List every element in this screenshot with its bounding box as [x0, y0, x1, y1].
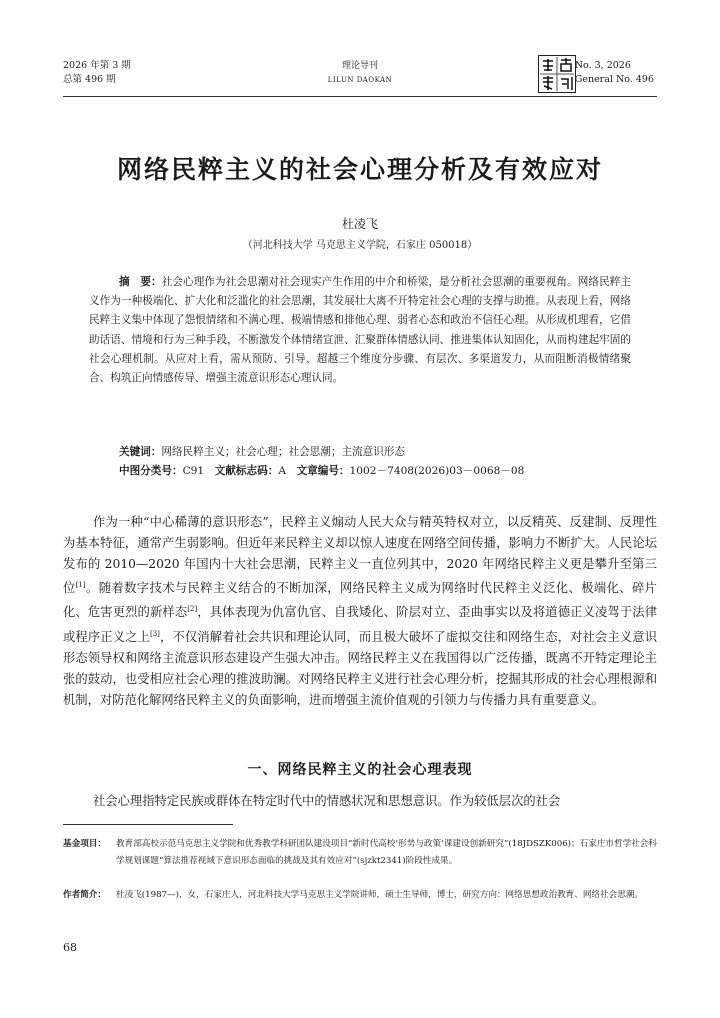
- author-bio-text: 杜凌飞(1987—)，女，石家庄人，河北科技大学马克思主义学院讲师，硕士生导师，博士，研究方向：网络思想政治教育、网络社会思潮。: [116, 890, 644, 900]
- intro-paragraph: [63, 512, 657, 711]
- article-title: 网络民粹主义的社会心理分析及有效应对: [116, 155, 603, 184]
- keywords: [119, 444, 405, 459]
- header-issue-year: 2026 年第 3 期: [63, 60, 131, 71]
- page-number: 68: [63, 941, 77, 954]
- citation-ref[interactable]: [1]: [75, 581, 86, 590]
- fund-label: 基金项目：: [63, 839, 106, 849]
- footnote-author: [63, 887, 657, 904]
- citation-ref[interactable]: [3]: [150, 629, 160, 638]
- header-issue-no: No. 3, 2026: [574, 60, 631, 71]
- intro-text-1: 作为一种“中心稀薄的意识形态”，民粹主义煽动人民大众与精英特权对立，以反精英、反建制、反理性为基本特征，通常产生弱影响。但近年来民粹主义却以惊人速度在网络空间传播，影响力不断扩大。人民论坛发布的 2010—2020 年国内十大社会思潮，民粹主义一直位列其中，2020 年网络民粹主义更是攀升至第三位: [63, 515, 657, 596]
- section-heading: 一、网络民粹主义的社会心理表现: [247, 762, 473, 778]
- intro-text-2: 。随着数字技术与民粹主义结合的不断加深，网络民粹主义成为网络时代民粹主义泛化、极端化、碎片化、危害更烈的新样态: [63, 581, 657, 620]
- citation-ref[interactable]: [2]: [187, 605, 198, 614]
- clc-label: 中图分类号：: [119, 465, 183, 477]
- author-bio-label: 作者简介：: [63, 890, 106, 900]
- classification-line: [119, 463, 524, 478]
- abstract-text: 社会心理作为社会思潮对社会现实产生作用的中介和桥梁，是分析社会思潮的重要视角。网络民粹主义作为一种极端化、扩大化和泛滥化的社会思潮，其发展壮大离不开特定社会心理的支撑与助推。从表现上看，网络民粹主义集中体现了怨恨情绪和不满心理、极端情感和排他心理、弱者心态和政治不信任心理。从形成机理看，它借助话语、情境和行为三种手段，不断激发个体情绪宣泄、汇聚群体情感认同、推进集体认知固化，从而构建起牢固的社会心理机制。从应对上看，需从预防、引导、超越三个维度分步骤、有层次、多渠道发力，从而阻断消极情绪聚合、构筑正向情感传导、增强主流意识形态心理认同。: [89, 276, 632, 385]
- section-paragraph: 社会心理指特定民族或群体在特定时代中的情感状况和思想意识。作为较低层次的社会: [93, 794, 561, 808]
- journal-name-pinyin: LILUN DAOKAN: [327, 76, 393, 84]
- intro-text-3: ，具体表现为仇富仇官、自我矮化、阶层对立、歪曲事实以及将道德正义凌驾于法律或程序正义之上: [63, 605, 657, 644]
- journal-name-cn: 理论导刊: [341, 61, 378, 71]
- journal-logo: [538, 55, 576, 93]
- header-issue-total: 总第 496 期: [63, 74, 116, 85]
- article-no-value: 1002－7408(2026)03－0068－08: [349, 465, 525, 477]
- doc-code-value: A: [278, 465, 286, 477]
- abstract: [89, 273, 631, 388]
- footnote-fund: [63, 836, 657, 870]
- clc-value: C91: [182, 465, 205, 477]
- header-rule: [63, 96, 657, 97]
- keywords-text: 网络民粹主义；社会心理；社会思潮；主流意识形态: [161, 446, 406, 458]
- doc-code-label: 文献标志码：: [214, 465, 279, 477]
- article-no-label: 文章编号：: [296, 465, 350, 477]
- abstract-label: 摘 要：: [119, 276, 162, 288]
- fund-text: 教育部高校示范马克思主义学院和优秀教学科研团队建设项目“新时代高校‘形势与政策’课建设创新研究”(18JDSZK006)；石家庄市哲学社会科学规划课题“算法推荐视域下意识形态面临的挑战及其有效应对”(sjzkt2341)阶段性成果。: [116, 839, 657, 866]
- header-issue-en: [575, 59, 654, 87]
- author-affiliation: （河北科技大学 马克思主义学院，石家庄 050018）: [242, 240, 478, 251]
- keywords-label: 关键词：: [119, 446, 162, 458]
- header-general-no: General No. 496: [574, 74, 654, 85]
- footnote-rule: [63, 824, 233, 825]
- article-author: 杜凌飞: [341, 217, 378, 231]
- intro-text-4: ，不仅消解着社会共识和理论认同，而且极大破坏了虚拟交往和网络生态，对社会主义意识形态领导权和网络主流意识形态建设产生强大冲击。网络民粹主义在我国得以广泛传播，既离不开特定理论主张的鼓动，也受相应社会心理的推波助澜。对网络民粹主义进行社会心理分析，挖掘其形成的社会心理根源和机制，对防范化解网络民粹主义的负面影响，进而增强主流价值观的引领力与传播力具有重要意义。: [63, 629, 657, 708]
